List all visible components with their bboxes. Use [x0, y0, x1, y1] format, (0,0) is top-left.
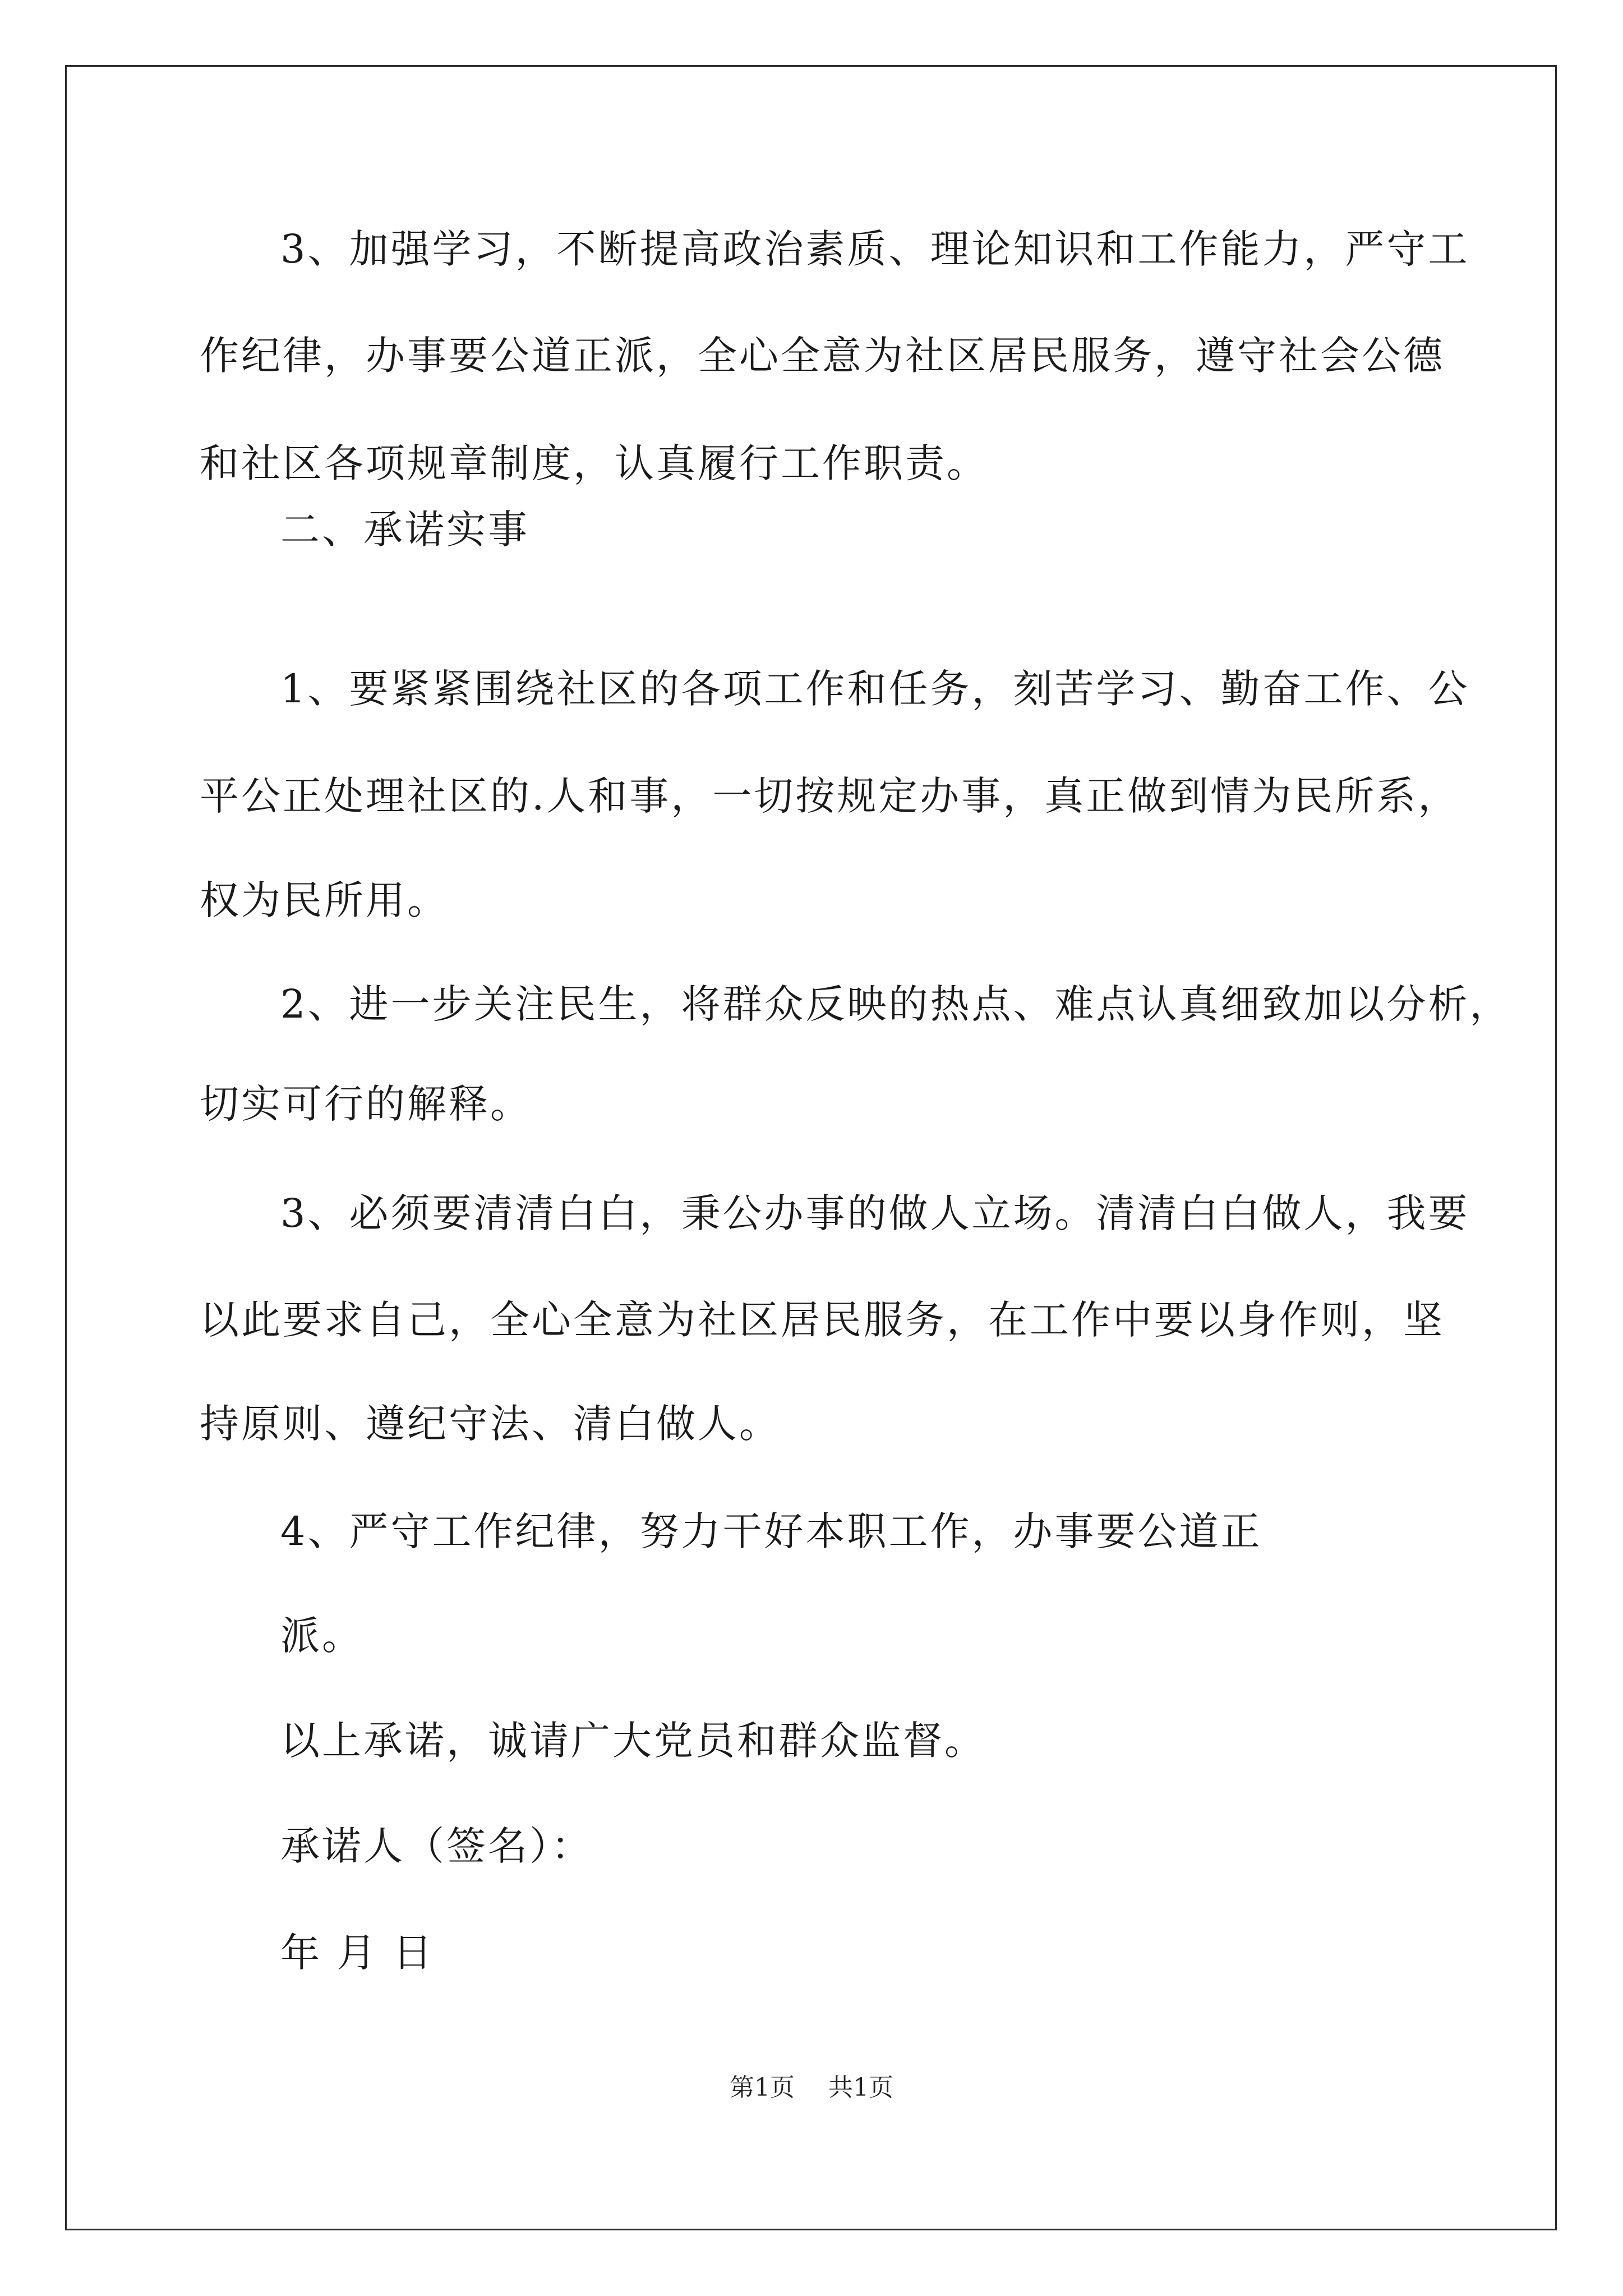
text-line: 持原则、遵纪守法、清白做人。: [200, 1401, 781, 1447]
text-line: 和社区各项规章制度，认真履行工作职责。: [200, 440, 988, 486]
text-line: 2、进一步关注民生，将群众反映的热点、难点认真细致加以分析，: [280, 981, 1511, 1027]
text-line: 1、要紧紧围绕社区的各项工作和任务，刻苦学习、勤奋工作、公: [280, 666, 1470, 712]
page-number: 第1页: [730, 2073, 795, 2102]
page-footer: [0, 2071, 1623, 2105]
signature-label: 承诺人（签名）：: [280, 1823, 593, 1869]
text-line: 平公正处理社区的.人和事，一切按规定办事，真正做到情为民所系，: [200, 773, 1460, 819]
text-line: 以上承诺，诚请广大党员和群众监督。: [280, 1718, 986, 1764]
text-line: 作纪律，办事要公道正派，全心全意为社区居民服务，遵守社会公德: [200, 333, 1445, 379]
text-line: 3、加强学习，不断提高政治素质、理论知识和工作能力，严守工: [280, 226, 1470, 272]
section-heading: 二、承诺实事: [280, 507, 529, 553]
text-line: 切实可行的解释。: [200, 1081, 532, 1127]
text-line: 派。: [280, 1613, 363, 1659]
text-line: 4、严守工作纪律，努力干好本职工作，办事要公道正: [280, 1508, 1262, 1554]
text-line: 以此要求自己，全心全意为社区居民服务，在工作中要以身作则，坚: [200, 1297, 1445, 1343]
text-line: 权为民所用。: [200, 877, 449, 923]
page-total: 共1页: [828, 2073, 893, 2102]
date-line: 年 月 日: [280, 1930, 435, 1976]
page-border: [65, 65, 1557, 2230]
text-line: 3、必须要清清白白，秉公办事的做人立场。清清白白做人，我要: [280, 1190, 1470, 1236]
